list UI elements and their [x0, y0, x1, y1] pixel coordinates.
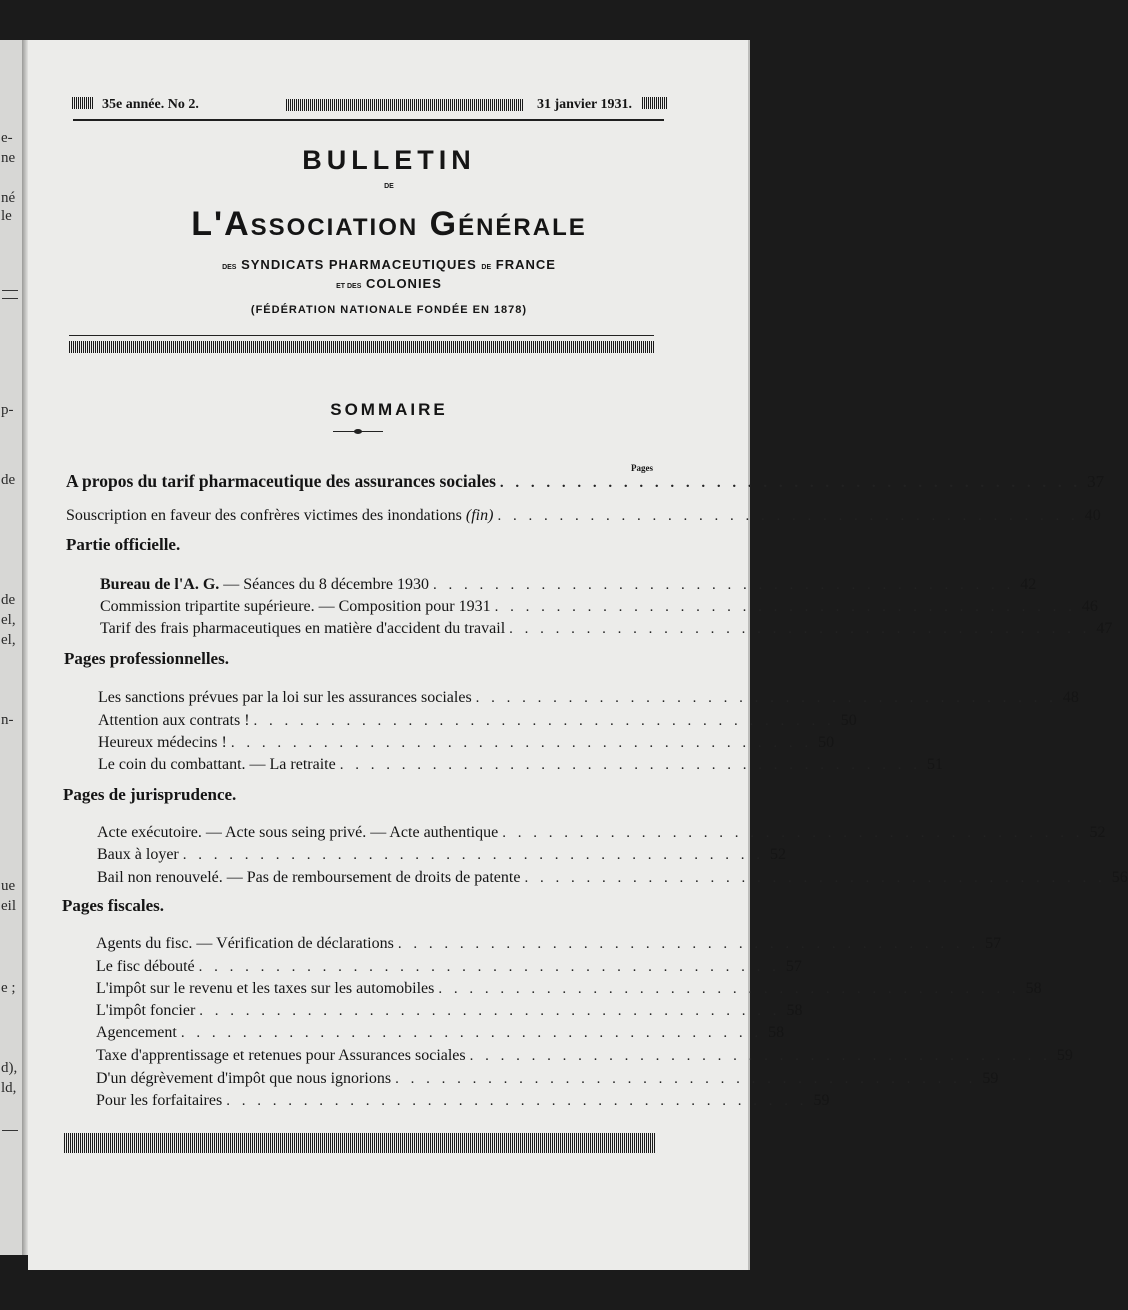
toc-page-number: 57	[985, 935, 1002, 952]
toc-entry	[96, 1088, 830, 1110]
toc-entry	[100, 594, 1098, 616]
facing-page-edge	[0, 40, 23, 1255]
masthead-ornament-band	[69, 340, 654, 352]
toc-page-number: 48	[1062, 689, 1079, 706]
leader-dots: . . . . . . . . . . . . . . . . . . . . . . . . . . . . . . . . . . . . . .	[524, 870, 1106, 886]
toc-entry-label: Agencement	[96, 1024, 177, 1041]
toc-entry-label: Commission tripartite supérieure. — Composition pour 1931	[100, 598, 491, 615]
leader-dots: . . . . . . . . . . . . . . . . . . . . . . . . . . . . . . . . . . . . . .	[182, 847, 764, 863]
ornament-bar-right	[642, 97, 668, 109]
toc-entry-label: Baux à loyer	[97, 846, 179, 863]
toc-page-number: 47	[1096, 620, 1113, 637]
toc-page-number: 58	[786, 1002, 803, 1019]
issue-date: 31 janvier 1931.	[536, 97, 632, 112]
facing-page-dash	[2, 290, 18, 291]
toc-entry-label: Taxe d'apprentissage et retenues pour Assurances sociales	[96, 1047, 466, 1064]
toc-entry	[96, 954, 802, 976]
leader-dots: . . . . . . . . . . . . . . . . . . . . . . . . . . . . . . . . . . . . . .	[397, 936, 980, 952]
toc-entry	[97, 820, 1106, 842]
facing-page-fragment: eil	[1, 898, 16, 914]
toc-entry-label: Bureau de l'A. G. — Séances du 8 décembre 1930	[100, 576, 429, 593]
toc-page-number: 42	[1020, 576, 1037, 593]
ornament-bar-middle	[286, 99, 524, 111]
section-heading: Pages professionnelles.	[64, 649, 229, 668]
sommaire-ornament	[333, 430, 383, 434]
leader-dots: . . . . . . . . . . . . . . . . . . . . . . . . . . . . . . . . . . . . . .	[230, 735, 813, 751]
pages-column-label: Pages	[631, 463, 653, 473]
toc-entry	[96, 1043, 1073, 1065]
toc-entry-label: L'impôt foncier	[96, 1002, 196, 1019]
toc-entry	[97, 842, 786, 864]
toc-entry	[66, 470, 1105, 492]
toc-page-number: 40	[1084, 507, 1101, 524]
toc-entry	[97, 865, 1128, 887]
leader-dots: . . . . . . . . . . . . . . . . . . . . . . . . . . . . . . . . . . . . . .	[494, 599, 1076, 615]
toc-entry	[100, 616, 1113, 638]
facing-page-dash	[2, 298, 18, 299]
facing-page-fragment: le	[1, 208, 12, 224]
toc-page-number: 58	[768, 1024, 785, 1041]
subtitle-colonies: ET DES COLONIES	[336, 276, 442, 291]
leader-dots: . . . . . . . . . . . . . . . . . . . . . . . . . . . . . . . . . . . . . .	[499, 475, 1082, 491]
toc-page-number: 52	[1089, 824, 1106, 841]
toc-page-number: 37	[1087, 472, 1105, 491]
facing-page-fragment: e-	[1, 130, 13, 146]
leader-dots: . . . . . . . . . . . . . . . . . . . . . . . . . . . . . . . . . . . . . .	[475, 690, 1057, 706]
toc-entry	[96, 1020, 785, 1042]
toc-entry-label: Attention aux contrats !	[98, 712, 250, 729]
footer-ornament-band	[64, 1133, 656, 1153]
toc-entry	[66, 503, 1101, 525]
toc-entry-label: Le coin du combattant. — La retraite	[98, 756, 336, 773]
facing-page-fragment: né	[1, 190, 16, 206]
leader-dots: . . . . . . . . . . . . . . . . . . . . . . . . . . . . . . . . . . . . . .	[433, 577, 1015, 593]
facing-page-dash	[2, 1130, 18, 1131]
association-title: L'Association Générale	[191, 205, 587, 243]
leader-dots: . . . . . . . . . . . . . . . . . . . . . . . . . . . . . . . . . . . . . .	[199, 1003, 781, 1019]
toc-page-number: 59	[982, 1070, 999, 1087]
toc-page-number: 52	[770, 846, 786, 863]
leader-dots: . . . . . . . . . . . . . . . . . . . . . . . . . . . . . . . . . . . . . .	[198, 959, 780, 975]
toc-entry-label: Heureux médecins !	[98, 734, 227, 751]
toc-entry	[98, 730, 835, 752]
toc-page-number: 56	[1111, 869, 1128, 886]
toc-entry-label: Tarif des frais pharmaceutiques en matière d'accident du travail	[100, 620, 506, 637]
bulletin-page	[28, 40, 1128, 1270]
toc-entry	[98, 708, 857, 730]
facing-page-fragment: el,	[1, 632, 16, 648]
facing-page-fragment: ld,	[1, 1080, 17, 1096]
leader-dots: . . . . . . . . . . . . . . . . . . . . . . . . . . . . . . . . . . . . . .	[502, 825, 1084, 841]
toc-entry-label: Les sanctions prévues par la loi sur les assurances sociales	[98, 689, 472, 706]
toc-entry	[96, 998, 803, 1020]
toc-entry	[98, 752, 943, 774]
section-heading: Pages de jurisprudence.	[63, 785, 237, 804]
toc-page-number: 50	[818, 734, 835, 751]
toc-entry	[96, 976, 1042, 998]
header-rule	[73, 119, 664, 121]
ornament-bar-left	[72, 97, 94, 109]
toc-page-number: 58	[1025, 980, 1042, 997]
facing-page-fragment: ne	[1, 150, 16, 166]
leader-dots: . . . . . . . . . . . . . . . . . . . . . . . . . . . . . . . . . . . . . .	[339, 757, 921, 773]
facing-page-fragment: de	[1, 472, 16, 488]
facing-page-fragment: n-	[1, 712, 14, 728]
toc-entry-label: Bail non renouvelé. — Pas de remboursement de droits de patente	[97, 869, 521, 886]
toc-entry	[96, 931, 1002, 953]
federation-note: (FÉDÉRATION NATIONALE FONDÉE EN 1878)	[250, 304, 528, 316]
toc-page-number: 57	[785, 958, 802, 975]
masthead-rule	[69, 335, 654, 336]
subtitle-syndicats: DES SYNDICATS PHARMACEUTIQUES DE FRANCE	[222, 257, 556, 272]
toc-entry-label: Le fisc débouté	[96, 958, 195, 975]
section-heading: Pages fiscales.	[62, 896, 164, 915]
volume-number: 35e année. No 2.	[102, 97, 199, 112]
toc-page-number: 46	[1081, 598, 1098, 615]
toc-entry	[96, 1066, 999, 1088]
leader-dots: . . . . . . . . . . . . . . . . . . . . . . . . . . . . . . . . . . . . . .	[253, 713, 835, 729]
leader-dots: . . . . . . . . . . . . . . . . . . . . . . . . . . . . . . . . . . . . . .	[497, 508, 1079, 524]
leader-dots: . . . . . . . . . . . . . . . . . . . . . . . . . . . . . . . . . . . . . .	[438, 981, 1020, 997]
facing-page-fragment: d),	[1, 1060, 18, 1076]
toc-page-number: 50	[840, 712, 857, 729]
facing-page-fragment: ue	[1, 878, 16, 894]
toc-page-number: 59	[1056, 1047, 1073, 1064]
toc-page-number: 59	[813, 1092, 830, 1109]
leader-dots: . . . . . . . . . . . . . . . . . . . . . . . . . . . . . . . . . . . . . .	[180, 1025, 763, 1041]
sommaire-heading: SOMMAIRE	[330, 400, 448, 419]
running-header	[68, 97, 668, 113]
title-connector: DE	[384, 183, 394, 190]
leader-dots: . . . . . . . . . . . . . . . . . . . . . . . . . . . . . . . . . . . . . .	[226, 1093, 808, 1109]
facing-page-fragment: de	[1, 592, 16, 608]
toc-entry-label: Agents du fisc. — Vérification de déclarations	[96, 935, 394, 952]
leader-dots: . . . . . . . . . . . . . . . . . . . . . . . . . . . . . . . . . . . . . .	[469, 1048, 1051, 1064]
bulletin-title: BULLETIN	[302, 145, 476, 175]
toc-entry-label: Pour les forfaitaires	[96, 1092, 223, 1109]
toc-entry-label: A propos du tarif pharmaceutique des assurances sociales	[66, 471, 496, 491]
section-heading: Partie officielle.	[66, 535, 181, 554]
facing-page-fragment: e ;	[1, 980, 16, 996]
leader-dots: . . . . . . . . . . . . . . . . . . . . . . . . . . . . . . . . . . . . . .	[509, 621, 1091, 637]
toc-page-number: 51	[926, 756, 943, 773]
facing-page-fragment: el,	[1, 612, 16, 628]
facing-page-fragment: p-	[1, 402, 14, 418]
toc-entry	[100, 572, 1037, 594]
toc-entry-label: L'impôt sur le revenu et les taxes sur les automobiles	[96, 980, 435, 997]
toc-entry-label: D'un dégrèvement d'impôt que nous ignorions	[96, 1070, 392, 1087]
toc-entry	[98, 685, 1079, 707]
toc-entry-label: Acte exécutoire. — Acte sous seing privé. — Acte authentique	[97, 824, 499, 841]
toc-entry-label: Souscription en faveur des confrères victimes des inondations (fin)	[66, 507, 494, 524]
leader-dots: . . . . . . . . . . . . . . . . . . . . . . . . . . . . . . . . . . . . . .	[395, 1071, 977, 1087]
